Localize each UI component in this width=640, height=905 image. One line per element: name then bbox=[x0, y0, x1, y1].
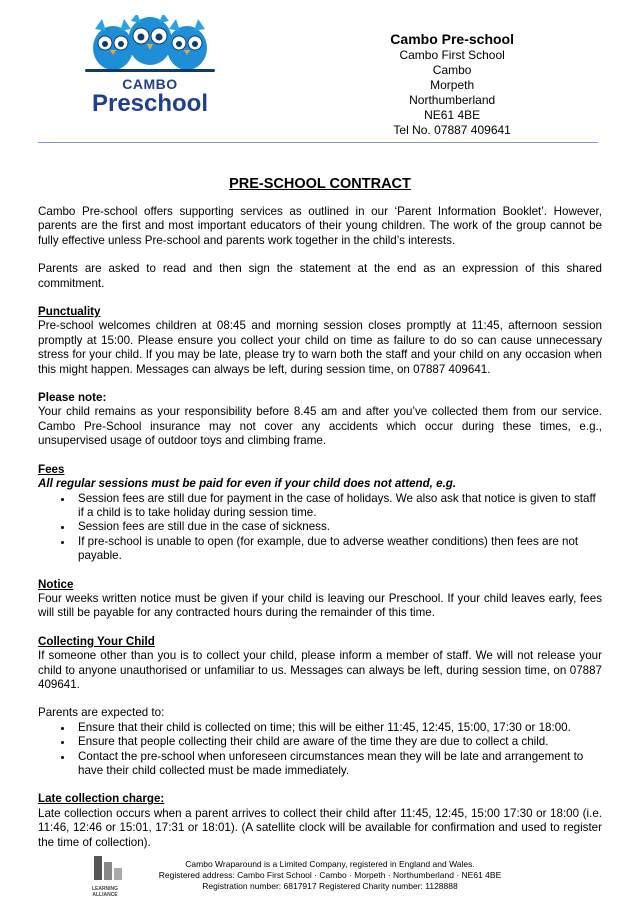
fees-list bbox=[38, 492, 602, 564]
logo-preschool-text: Preschool bbox=[91, 90, 209, 117]
fees-emphasis: All regular sessions must be paid for even if your child does not attend, e.g. bbox=[38, 477, 457, 491]
notice-section bbox=[38, 578, 602, 621]
footer bbox=[140, 859, 520, 892]
address-line: Cambo bbox=[432, 63, 472, 77]
address-line: Morpeth bbox=[430, 78, 475, 92]
list-item: • Session fees are still due in the case of sickness. bbox=[74, 520, 602, 534]
please-note-section bbox=[38, 391, 602, 449]
org-name: Cambo Pre-school bbox=[390, 31, 514, 47]
expected-section bbox=[38, 706, 602, 778]
header-divider bbox=[38, 142, 598, 143]
address-block bbox=[390, 31, 514, 138]
section-text: Your child remains as your responsibility before 8.45 am and after you’ve collected them from our service. Cambo Pre-School insurance may not cover any accidents which occur during these times, e.g., unsupervised usage of outdoor toys and climbing frame. bbox=[38, 405, 602, 448]
page-title: PRE-SCHOOL CONTRACT bbox=[229, 176, 411, 192]
list-item: • Session fees are still due for payment in the case of holidays. We also ask that notice is given to staff if a child is to take holiday during session time. bbox=[74, 492, 602, 521]
section-heading: Notice bbox=[38, 577, 74, 591]
list-item: • Ensure that people collecting their child are aware of the time they are due to collect a child. bbox=[74, 735, 602, 749]
section-heading: Fees bbox=[38, 462, 65, 476]
address-line: Northumberland bbox=[409, 93, 496, 107]
list-item: • If pre-school is unable to open (for example, due to adverse weather conditions) then fees are not payable. bbox=[74, 535, 602, 564]
footer-line: Cambo Wraparound is a Limited Company, registered in England and Wales. bbox=[185, 859, 475, 869]
footer-line: Registered address: Cambo First School · Cambo · Morpeth · Northumberland · NE61 4BE bbox=[158, 870, 502, 880]
list-item: • Contact the pre-school when unforeseen circumstances mean they will be late and arrangement to have their child collected must be made immediately. bbox=[74, 750, 602, 779]
intro-paragraph: Cambo Pre-school offers supporting services as outlined in our ‘Parent Information Booklet’. However, parents are the first and most important educators of their young children. The work of the group cannot be fully effective unless Pre-school and parents work together in the child’s interests. bbox=[38, 205, 602, 247]
footer-line: Registration number: 6817917 Registered Charity number: 1128888 bbox=[202, 881, 458, 891]
section-heading: Collecting Your Child bbox=[38, 634, 155, 648]
list-item: • Ensure that their child is collected on time; this will be either 11:45, 12:45, 15:00, 17:30 or 18:00. bbox=[74, 721, 602, 735]
section-text: Four weeks written notice must be given if your child is leaving our Preschool. If your child leaves early, fees will still be payable for any contracted hours during the remainder of this time. bbox=[38, 591, 602, 620]
section-heading: Late collection charge: bbox=[38, 792, 165, 806]
phone-line: Tel No. 07887 409641 bbox=[393, 123, 511, 137]
section-text: Late collection occurs when a parent arrives to collect their child after 11:45, 12:45, 15:00 17:30 or 18:00 (i.e. 11:46, 12:46 or 15:01, 17:31 or 18:01). (A satellite clock will be available for confirmation and used to register the time of collection). bbox=[38, 806, 602, 849]
address-line: Cambo First School bbox=[399, 48, 505, 62]
section-text: If someone other than you is to collect your child, please inform a member of staff. We will not release your child to anyone unauthorised or unfamiliar to us. Messages can always be left, during session time, on 07887 409641. bbox=[38, 649, 602, 691]
section-text: Pre-school welcomes children at 08:45 and morning session closes promptly at 11:45, afternoon session promptly at 15:00. Please ensure you collect your child on time as failure to do so can cause unnecessary stress for your child. If you may be late, please try to warn both the staff and your child on any occasion when this might happen. Messages can always be left, during session time, on 07887 409641. bbox=[38, 319, 602, 376]
intro-paragraph: Parents are asked to read and then sign the statement at the end as an expression of this shared commitment. bbox=[38, 262, 602, 290]
punctuality-section bbox=[38, 305, 602, 377]
late-collection-section bbox=[38, 792, 602, 850]
section-heading: Punctuality bbox=[38, 305, 101, 319]
expected-intro: Parents are expected to: bbox=[38, 706, 165, 720]
collecting-section bbox=[38, 635, 602, 693]
fees-section bbox=[38, 463, 602, 564]
logo-caption: LEARNING ALLIANCE bbox=[91, 886, 119, 898]
section-heading: Please note: bbox=[38, 391, 107, 405]
address-line: NE61 4BE bbox=[424, 108, 481, 122]
contract-body bbox=[38, 205, 602, 864]
expected-list bbox=[38, 721, 602, 779]
logo-cambo-text: CAMBO bbox=[122, 76, 178, 92]
